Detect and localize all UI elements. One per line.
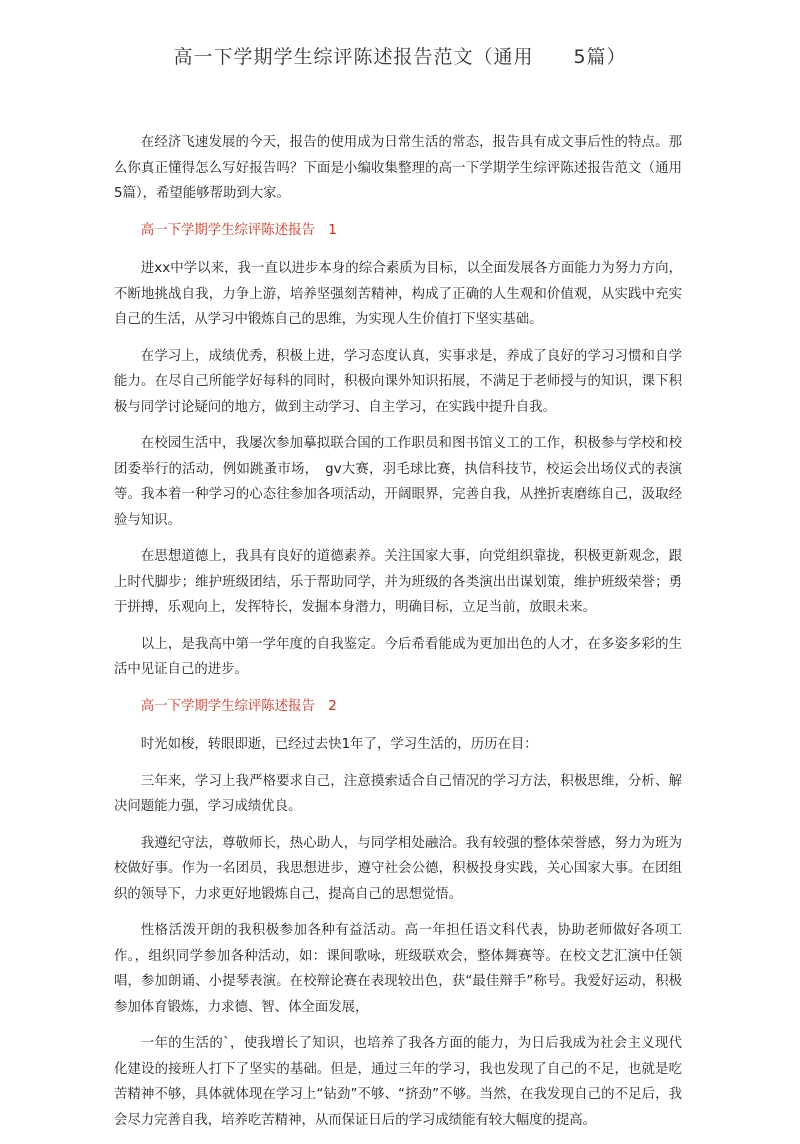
body-paragraph: 我遵纪守法，尊敬师长，热心助人，与同学相处融洽。我有较强的整体荣誉感，努力为班为校做好事。作为一名团员，我思想进步，遵守社会公德，积极投身实践，关心国家大事。在团组织的领导下，力求更好地锻炼自己，提高自己的思想觉悟。 (114, 835, 682, 902)
body-paragraph: 一年的生活的`，使我增长了知识，也培养了我各方面的能力，为日后我成为社会主义现代化建设的接班人打下了坚实的基础。但是，通过三年的学习，我也发现了自己的不足，也就是吃苦精神不够，具体就体现在学习上“钻劲”不够、“挤劲”不够。当然，在我发现自己的不足后，我会尽力完善自我，培养吃苦精神，从而保证日后的学习成绩能有较大幅度的提高。 (114, 1036, 682, 1128)
section-heading-2: 高一下学期学生综评陈述报告 2 (140, 698, 337, 714)
body-paragraph: 进xx中学以来，我一直以进步本身的综合素质为目标，以全面发展各方面能力为努力方向，不断地挑战自我，力争上游，培养坚强刻苦精神，构成了正确的人生观和价值观，从实践中充实自己的生活，从学习中锻炼自己的思维，为实现人生价值打下坚实基础。 (114, 261, 682, 327)
body-paragraph: 性格活泼开朗的我积极参加各种有益活动。高一年担任语文科代表，协助老师做好各项工作。，组织同学参加各种活动，如：课间歌咏，班级联欢会，整体舞赛等。在校文艺汇演中任领唱，参加朗诵、小提琴表演。在校辩论赛在表现较出色，获“最佳辩手”称号。我爱好运动，积极参加体育锻炼，力求德、智、体全面发展， (114, 923, 682, 1015)
document-title: 高一下学期学生综评陈述报告范文（通用 5篇） (173, 46, 627, 68)
body-paragraph: 以上，是我高中第一学年度的自我鉴定。今后希看能成为更加出色的人才，在多姿多彩的生活中见证自己的进步。 (114, 636, 682, 677)
section-heading-1: 高一下学期学生综评陈述报告 1 (140, 222, 337, 238)
body-paragraph: 三年来，学习上我严格要求自己，注意摸索适合自己情况的学习方法，积极思维，分析、解决问题能力强，学习成绩优良。 (114, 773, 682, 814)
body-paragraph: 时光如梭，转眼即逝，已经过去快1年了，学习生活的，历历在目： (140, 737, 538, 752)
intro-paragraph: 在经济飞速发展的今天，报告的使用成为日常生活的常态，报告具有成文事后性的特点。那么你真正懂得怎么写好报告吗？下面是小编收集整理的高一下学期学生综评陈述报告范文（通用5篇），希望能够帮助到大家。 (114, 135, 682, 201)
document-body (114, 130, 682, 1144)
body-paragraph: 在学习上，成绩优秀，积极上进，学习态度认真，实事求是，养成了良好的学习习惯和自学能力。在尽自己所能学好每科的同时，积极向课外知识拓展，不满足于老师授与的知识，课下积极与同学讨论疑问的地方，做到主动学习、自主学习，在实践中提升自我。 (114, 348, 682, 415)
body-paragraph: 在思想道德上，我具有良好的道德素养。关注国家大事，向党组织靠拢，积极更新观念，跟上时代脚步；维护班级团结，乐于帮助同学，并为班级的各类演出出谋划策，维护班级荣誉；勇于拼搏，乐观向上，发挥特长，发掘本身潜力，明确目标，立足当前，放眼未来。 (114, 549, 682, 615)
body-paragraph: 在校园生活中，我屡次参加摹拟联合国的工作职员和图书馆义工的工作，积极参与学校和校团委举行的活动，例如跳蚤市场， gv大赛，羽毛球比赛，执信科技节，校运会出场仪式的表演等。我本着一种学习的心态往参加各项活动，开阔眼界，完善自我，从挫折衷磨练自己，汲取经验与知识。 (114, 436, 682, 528)
